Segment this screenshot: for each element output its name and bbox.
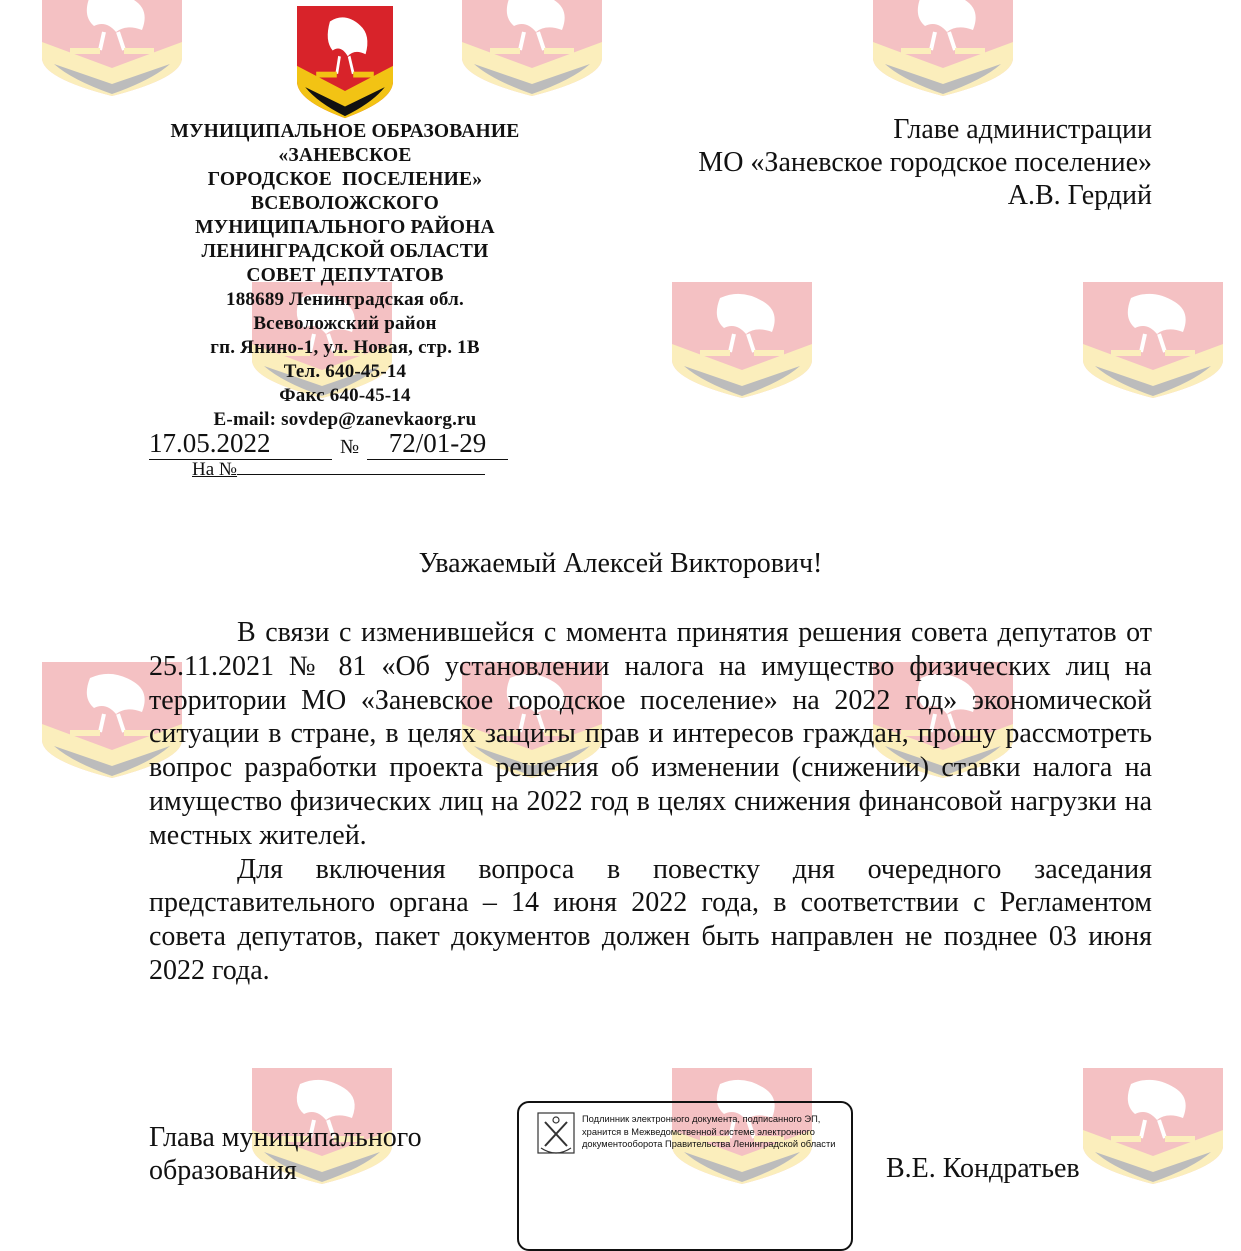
anchors-emblem-icon <box>537 1112 575 1158</box>
signatory-title-line: образования <box>149 1155 297 1186</box>
electronic-signature-stamp <box>517 1101 853 1251</box>
signatory-name: В.Е. Кондратьев <box>886 1153 1080 1184</box>
org-name-line: ВСЕВОЛОЖСКОГО <box>251 193 439 214</box>
watermark-crest-icon <box>873 0 1013 98</box>
org-email: E-mail: sovdep@zanevkaorg.ru <box>213 409 477 430</box>
watermark-crest-icon <box>42 0 182 98</box>
watermark-crest-icon <box>462 0 602 98</box>
addressee-block <box>698 113 1152 212</box>
signatory-title <box>149 1121 422 1187</box>
number-value: 72/01-29 <box>367 428 508 460</box>
org-phone: Тел. 640-45-14 <box>283 361 407 382</box>
greeting: Уважаемый Алексей Викторович! <box>418 548 823 579</box>
org-address-line: Всеволожский район <box>253 313 437 334</box>
org-name-line: МУНИЦИПАЛЬНОЕ ОБРАЗОВАНИЕ <box>170 121 520 142</box>
addressee-line: Главе администрации <box>893 114 1152 145</box>
body-paragraph: Для включения вопроса в повестку дня очередного заседания представительного органа – 14 июня 2022 года, в соответствии с Регламентом совета депутатов, пакет документов должен быть направлен не позднее 03 июня 2022 года. <box>149 853 1152 986</box>
document-number <box>367 428 508 460</box>
organization-header <box>140 120 550 432</box>
org-name-line: «ЗАНЕВСКОЕ <box>278 145 412 166</box>
document-date <box>149 428 332 460</box>
watermark-crest-icon <box>1083 1068 1223 1186</box>
signatory-title-line: Глава муниципального <box>149 1122 422 1153</box>
ref-label: На № <box>192 459 238 480</box>
org-address-line: 188689 Ленинградская обл. <box>226 289 464 310</box>
org-name-line: ЛЕНИНГРАДСКОЙ ОБЛАСТИ <box>201 241 489 262</box>
org-address-line: гп. Янино-1, ул. Новая, стр. 1В <box>210 337 480 358</box>
number-sign: № <box>340 436 360 458</box>
stamp-line: хранится в Межведомственной системе электронного <box>582 1126 815 1137</box>
stamp-text <box>582 1113 847 1151</box>
watermark-crest-icon <box>1083 282 1223 400</box>
date-value: 17.05.2022 <box>149 428 332 460</box>
addressee-line: МО «Заневское городское поселение» <box>698 147 1152 178</box>
org-fax: Факс 640-45-14 <box>279 385 411 406</box>
watermark-crest-icon <box>672 282 812 400</box>
org-name-line: СОВЕТ ДЕПУТАТОВ <box>246 265 444 286</box>
reference-number <box>192 458 485 481</box>
coat-of-arms-icon <box>297 6 393 120</box>
letter-body <box>149 616 1152 988</box>
ref-blank <box>237 458 485 475</box>
body-paragraph: В связи с изменившейся с момента принятия решения совета депутатов от 25.11.2021 № 81 «Об установлении налога на имущество физических лиц на территории МО «Заневское городское поселение» на 2022 год» экономической ситуации в стране, в целях защиты прав и интересов граждан, прошу рассмотреть вопрос разработки проекта решения об изменении (снижении) ставки налога на имущество физических лиц на 2022 год в целях снижения финансовой нагрузки на местных жителей. <box>149 617 1152 851</box>
org-name-line: МУНИЦИПАЛЬНОГО РАЙОНА <box>195 217 495 238</box>
stamp-line: документооборота Правительства Ленинградской области <box>582 1139 836 1149</box>
org-name-line: ГОРОДСКОЕ ПОСЕЛЕНИЕ» <box>207 169 483 190</box>
stamp-line: Подлинник электронного документа, подписанного ЭП, <box>582 1114 821 1124</box>
addressee-name: А.В. Гердий <box>1007 180 1152 211</box>
